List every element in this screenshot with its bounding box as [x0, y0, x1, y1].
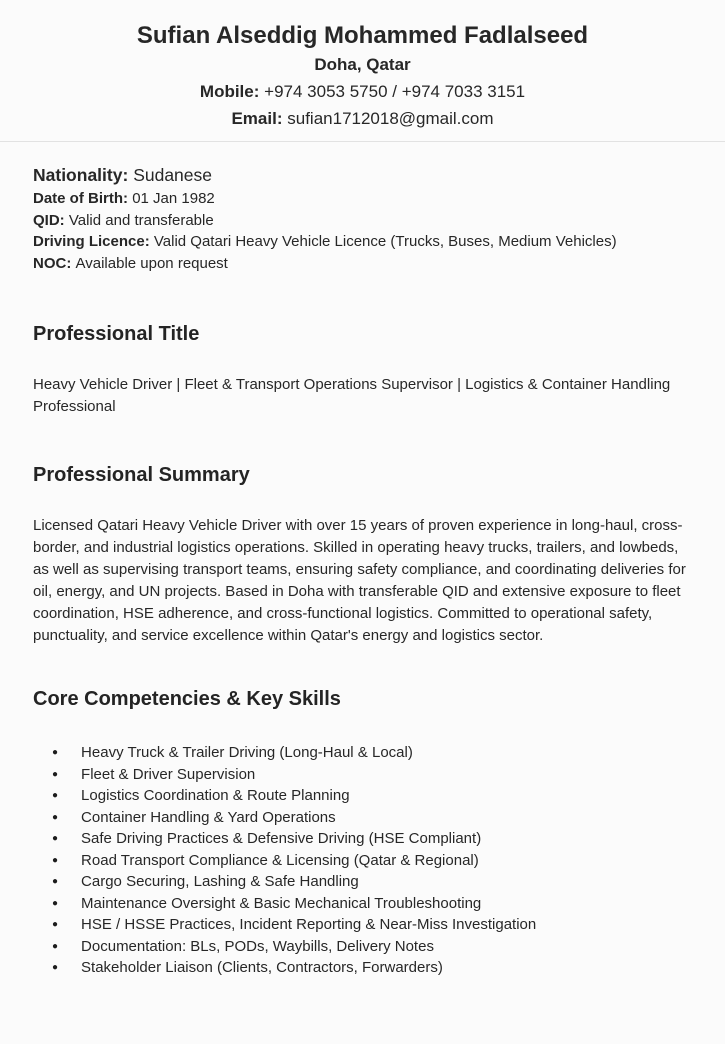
noc-label: NOC: — [33, 254, 72, 272]
mobile-line — [33, 78, 692, 105]
driving-licence-value: Valid Qatari Heavy Vehicle Licence (Trucks, Buses, Medium Vehicles) — [153, 233, 617, 250]
skill-label: Stakeholder Liaison (Clients, Contractors, Forwarders) — [81, 959, 443, 976]
professional-title-text: Heavy Vehicle Driver | Fleet & Transport Operations Supervisor | Logistics & Container Handling Professional — [33, 376, 671, 415]
bullet-icon: ● — [52, 747, 59, 758]
date-of-birth-value: 01 Jan 1982 — [132, 190, 215, 207]
bullet-icon: ● — [52, 897, 59, 909]
noc-value: Available upon request — [75, 254, 228, 272]
skill-item — [33, 807, 692, 829]
nationality-label: Nationality: — [33, 165, 129, 185]
skill-item — [33, 893, 692, 915]
bullet-icon: ● — [52, 919, 59, 930]
bullet-icon: ● — [52, 768, 59, 780]
bullet-icon: ● — [52, 940, 59, 952]
driving-licence-label: Driving Licence: — [33, 233, 150, 250]
professional-title-heading: Professional Title — [33, 323, 200, 345]
skill-label: Container Handling & Yard Operations — [81, 808, 336, 826]
bullet-icon: ● — [52, 854, 59, 866]
resume-page — [0, 20, 725, 979]
professional-summary-text: Licensed Qatari Heavy Vehicle Driver with over 15 years of proven experience in long-haul, cross-border, and industrial logistics operations. Skilled in operating heavy trucks, trailers, and lowbeds, as well as supervising transport teams, ensuring safety compliance, and coordinating deliveries for oil, energy, and UN projects. Based in Doha with transferable QID and extensive exposure to fleet coordination, HSE adherence, and cross-functional logistics. Committed to operational safety, punctuality, and service excellence within Qatar's energy and logistics sector. — [33, 517, 686, 644]
email-label: Email: — [231, 109, 283, 128]
bullet-icon: ● — [52, 876, 59, 887]
skill-item — [33, 785, 692, 807]
bullet-icon: ● — [52, 790, 59, 801]
mobile-label: Mobile: — [199, 82, 260, 101]
skill-item — [33, 828, 692, 850]
skill-item — [33, 764, 692, 786]
skill-item — [33, 957, 692, 979]
mobile-value: +974 3053 5750 / +974 7033 3151 — [264, 82, 526, 101]
skill-label: Documentation: BLs, PODs, Waybills, Delivery Notes — [81, 937, 434, 955]
section-core-skills — [33, 686, 692, 979]
date-of-birth-label: Date of Birth: — [33, 190, 128, 207]
bullet-icon: ● — [52, 811, 59, 823]
skill-item — [33, 871, 692, 893]
professional-summary-heading: Professional Summary — [33, 464, 250, 486]
bullet-icon: ● — [52, 833, 59, 844]
section-professional-summary — [33, 462, 692, 647]
nationality-line — [33, 162, 692, 188]
skill-label: Cargo Securing, Lashing & Safe Handling — [81, 873, 359, 890]
qid-value: Valid and transferable — [68, 211, 214, 229]
skill-label: Road Transport Compliance & Licensing (Qatar & Regional) — [81, 851, 479, 869]
noc-line — [33, 253, 692, 275]
personal-details — [33, 162, 692, 274]
driving-licence-line — [33, 231, 692, 253]
header-divider — [0, 141, 725, 142]
skill-label: Logistics Coordination & Route Planning — [81, 787, 350, 804]
nationality-value: Sudanese — [133, 165, 213, 185]
candidate-name: Sufian Alseddig Mohammed Fadlalseed — [136, 22, 589, 49]
date-of-birth-line — [33, 188, 692, 210]
qid-line — [33, 210, 692, 232]
section-professional-title — [33, 321, 692, 418]
core-skills-heading: Core Competencies & Key Skills — [33, 688, 341, 710]
skill-item — [33, 914, 692, 936]
bullet-icon: ● — [52, 962, 59, 973]
candidate-location: Doha, Qatar — [314, 55, 411, 74]
skill-label: Safe Driving Practices & Defensive Driving (HSE Compliant) — [81, 830, 482, 847]
qid-label: QID: — [33, 211, 65, 229]
skill-label: Heavy Truck & Trailer Driving (Long-Haul & Local) — [81, 744, 413, 761]
email-value: sufian1712018@gmail.com — [287, 109, 494, 128]
skill-label: HSE / HSSE Practices, Incident Reporting & Near-Miss Investigation — [81, 916, 537, 933]
email-line — [33, 105, 692, 132]
skill-item — [33, 742, 692, 764]
skill-item — [33, 936, 692, 958]
resume-header — [33, 20, 692, 132]
skill-label: Maintenance Oversight & Basic Mechanical Troubleshooting — [81, 894, 482, 912]
skills-list — [33, 742, 692, 979]
skill-item — [33, 850, 692, 872]
skill-label: Fleet & Driver Supervision — [81, 765, 256, 783]
